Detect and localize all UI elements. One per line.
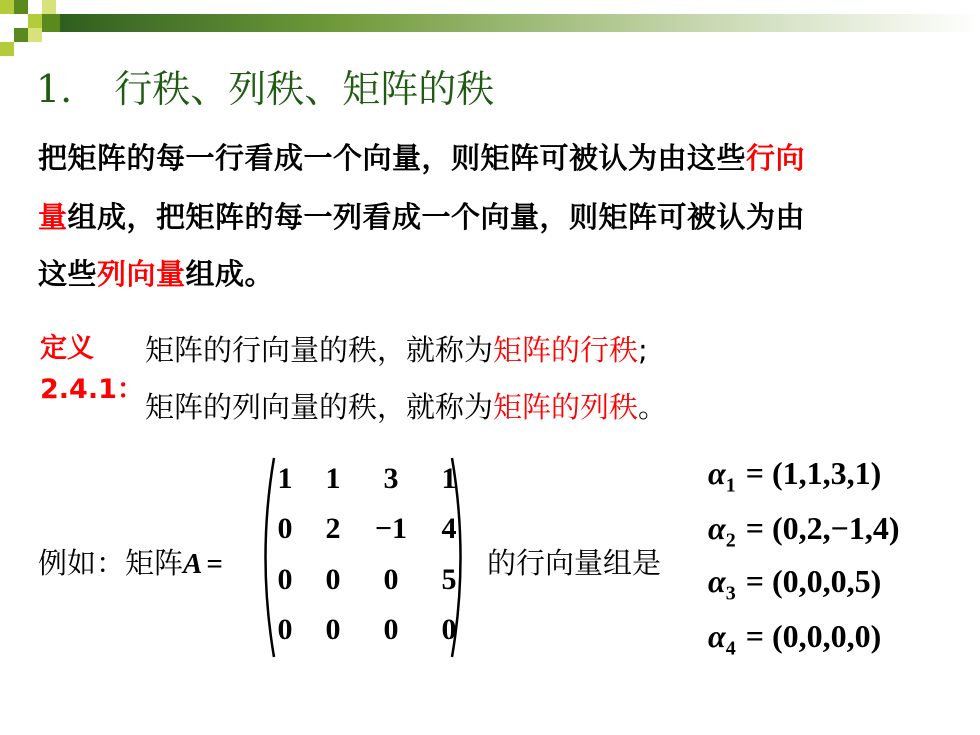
deco-square-1 [0,0,14,14]
intro-line-3: 这些列向量组成。 [38,257,275,291]
matrix-cell: 1 [277,462,293,495]
alpha-symbol: α [708,618,726,654]
alpha-symbol: α [708,455,726,491]
intro-line-1: 把矩阵的每一行看成一个向量，则矩阵可被认为由这些行向 [38,141,806,175]
definition-label-line1: 定义 [40,333,94,364]
matrix-cell: −1 [374,512,408,545]
matrix-cell: 1 [441,462,457,495]
row-vector-2 [708,510,899,552]
deco-square-2 [14,0,28,14]
deco-square-3 [28,14,42,28]
matrix-cell: 4 [441,512,457,545]
deco-square-4 [42,14,60,32]
alpha-symbol: α [708,510,726,546]
deco-square-6 [28,28,42,42]
matrix-cell: 0 [441,613,457,646]
vector-value: = (0,0,0,0) [745,618,882,654]
matrix-cell: 0 [277,512,293,545]
matrix-cell: 0 [325,563,341,596]
alpha-subscript: 2 [725,529,736,552]
title-text: 行秩、列秩、矩阵的秩 [114,67,495,111]
matrix-cell: 0 [383,563,399,596]
example-suffix: 的行向量组是 [487,546,662,580]
matrix-cell: 0 [325,613,341,646]
matrix-cell: 0 [277,563,293,596]
alpha-subscript: 1 [725,474,736,497]
intro-line-2: 量组成，把矩阵的每一列看成一个向量，则矩阵可被认为由 [38,200,806,234]
definition-col-rank: 矩阵的列向量的秩，就称为矩阵的列秩。 [145,390,668,424]
deco-square-7 [0,42,14,56]
row-vector-1 [708,455,881,497]
matrix-cell: 3 [383,462,399,495]
matrix-cell: 2 [325,512,341,545]
deco-square-5 [14,28,28,42]
slide-title [36,58,494,113]
matrix-cell: 0 [277,613,293,646]
matrix-cell: 1 [325,462,341,495]
example-prefix: 例如：矩阵A = [38,546,223,580]
row-vector-4 [708,618,881,660]
title-number: 1. [36,67,73,111]
vector-value: = (0,2,−1,4) [745,510,900,546]
alpha-symbol: α [708,563,726,599]
definition-row-rank: 矩阵的行向量的秩，就称为矩阵的行秩; [145,333,648,367]
matrix-cell: 5 [441,563,457,596]
matrix-cell: 0 [383,613,399,646]
alpha-subscript: 3 [725,582,736,605]
alpha-subscript: 4 [725,637,736,660]
row-vector-3 [708,563,881,605]
vector-value: = (0,0,0,5) [745,563,882,599]
vector-value: = (1,1,3,1) [745,455,882,491]
definition-label-line2: 2.4.1： [40,374,144,405]
deco-square-8 [42,0,56,14]
title-gradient-bar [60,14,980,32]
